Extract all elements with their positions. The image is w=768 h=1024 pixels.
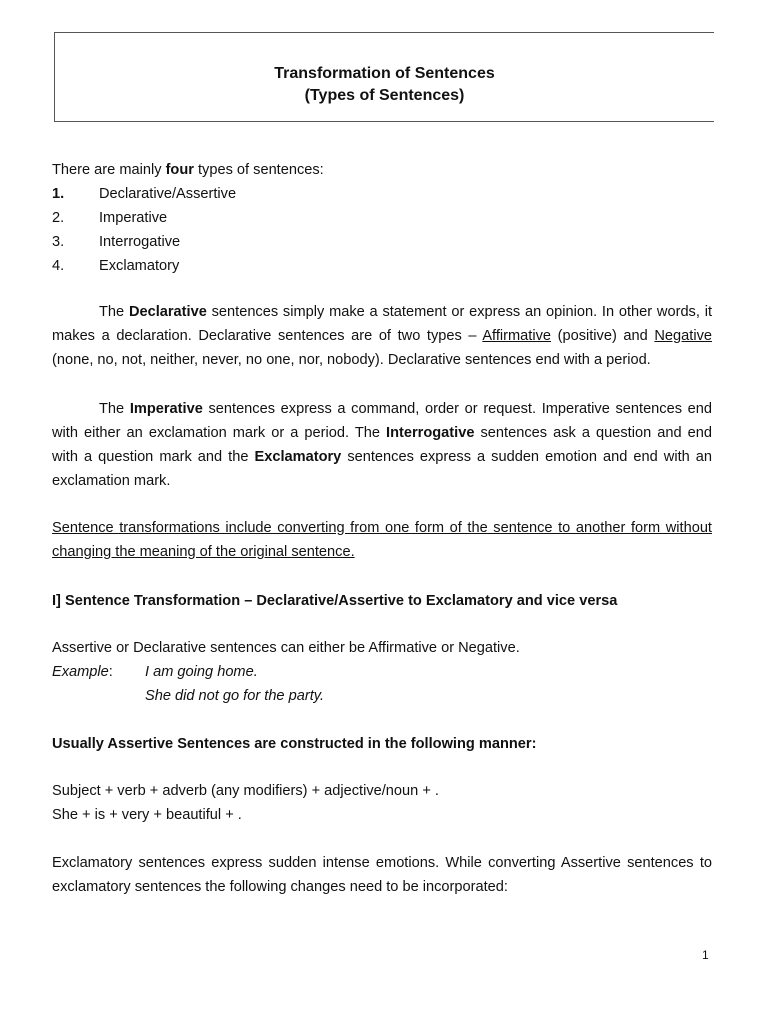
- term-exclamatory: Exclamatory: [254, 449, 342, 465]
- paragraph-declarative: The Declarative sentences simply make a statement or express an opinion. In other words, it makes a declaration. Declarative sentences are of two types – Affirmative (positive) and Negative (none, no, not, neither, never, no one, nor, nobody). Declarative sentences end with a period.: [52, 304, 712, 368]
- term-declarative: Declarative: [128, 304, 207, 320]
- paragraph-exclamatory: Exclamatory sentences express sudden intense emotions. While converting Assertive sentences to exclamatory sentences the following changes need to be incorporated:: [52, 855, 712, 895]
- paragraph-transformation-definition: Sentence transformations include converting from one form of the sentence to another form without changing the meaning of the original sentence.: [52, 520, 712, 560]
- page-number: 1: [702, 948, 709, 962]
- term-negative: Negative: [654, 328, 712, 344]
- section-heading: I] Sentence Transformation – Declarative/Assertive to Exclamatory and vice versa: [52, 593, 618, 609]
- page-title: [55, 63, 714, 107]
- example-sentence-1: I am going home.: [145, 664, 258, 680]
- list-item-3: Interrogative: [99, 234, 181, 250]
- title-line-2: (Types of Sentences): [304, 87, 465, 104]
- list-number-1: 1.: [52, 186, 65, 202]
- intro-text: There are mainly: [52, 162, 166, 178]
- term-affirmative: Affirmative: [482, 328, 551, 344]
- list-number-2: 2.: [52, 210, 65, 226]
- list-number-4: 4.: [52, 258, 65, 274]
- example-label: Example:: [52, 664, 113, 680]
- term-imperative: Imperative: [129, 401, 203, 417]
- list-item-4: Exclamatory: [99, 258, 180, 274]
- title-line-1: Transformation of Sentences: [274, 65, 495, 82]
- term-interrogative: Interrogative: [386, 425, 475, 441]
- paragraph-imperative: The Imperative sentences express a command, order or request. Imperative sentences end with either an exclamation mark or a period. The Interrogative sentences ask a question and end with a question mark and the Exclamatory sentences express a sudden emotion and end with an exclamation mark.: [52, 401, 713, 489]
- list-number-3: 3.: [52, 234, 65, 250]
- intro-text-end: types of sentences:: [193, 162, 324, 178]
- formula-example-line: She + is + very + beautiful + .: [52, 807, 242, 823]
- title-box: [54, 32, 714, 122]
- construction-heading: Usually Assertive Sentences are constructed in the following manner:: [52, 736, 537, 752]
- intro-line: [52, 158, 324, 182]
- example-sentence-2: She did not go for the party.: [145, 688, 325, 704]
- formula-line: Subject + verb + adverb (any modifiers) + adjective/noun + .: [52, 783, 439, 799]
- list-item-2: Imperative: [99, 210, 168, 226]
- list-item-1: Declarative/Assertive: [99, 186, 237, 202]
- intro-bold: four: [165, 162, 194, 178]
- assertive-line: Assertive or Declarative sentences can either be Affirmative or Negative.: [52, 640, 520, 656]
